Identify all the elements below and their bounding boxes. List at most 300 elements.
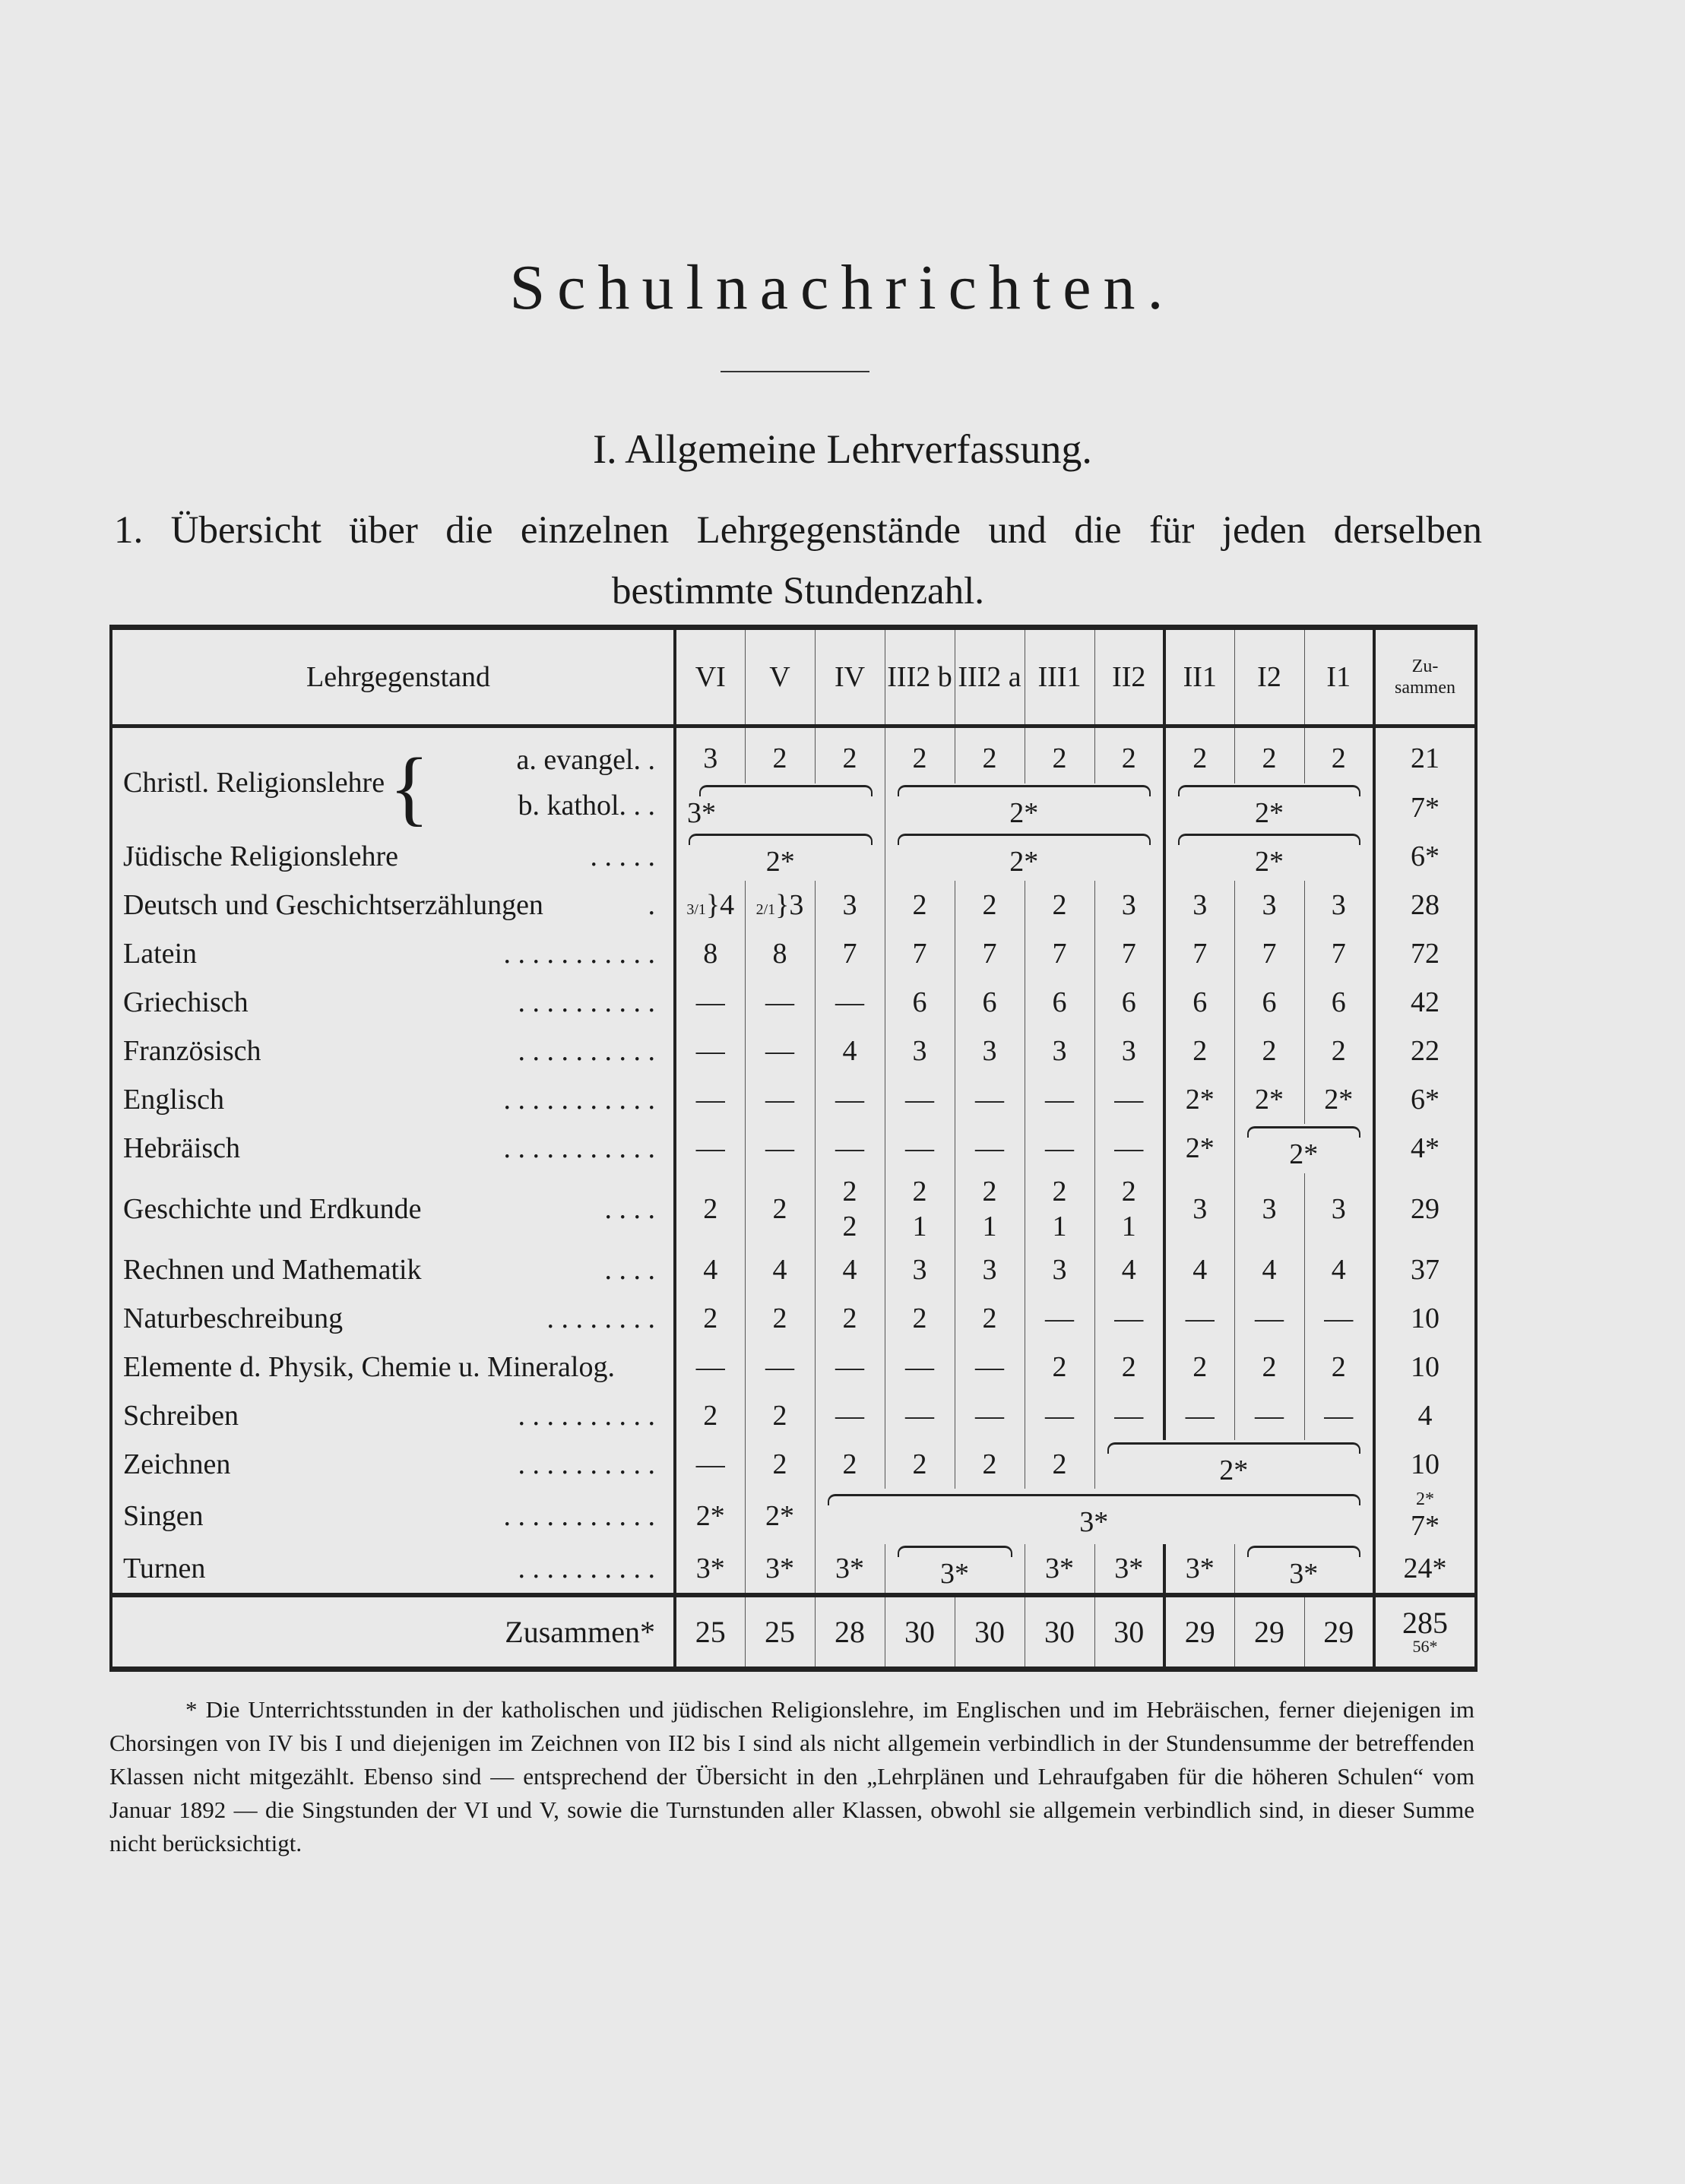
grouped-cell (1234, 1544, 1374, 1595)
table-cell (955, 1173, 1025, 1246)
footnote-text: * Die Unterrichtsstunden in der katholischen und jüdischen Religionslehre, im Englischen und im Hebräischen, ferner diejenigen im Chorsingen von IV bis I und diejenigen im Zeichnen von II2 bis I sind als nicht allgemein verbindlich in der Stundensumme der betreffenden Klassen nicht mitgezählt. Ebenso sind — entsprechend der Übersicht in den „Lehrplänen und Lehraufgaben für die höheren Schulen“ vom Januar 1892 — die Singstunden der VI und V, sowie die Turnstunden aller Klassen, obwohl sie allgemein verbindlich sind, in dieser Summe nicht berücksichtigt. (109, 1696, 1474, 1856)
table-cell: 3 (1094, 881, 1164, 929)
footer-cell: 30 (1025, 1595, 1094, 1666)
table-cell: 7 (955, 929, 1025, 978)
table-cell: 2 (745, 1391, 815, 1440)
header-class: IV (815, 630, 885, 726)
row-label (112, 1343, 675, 1391)
footer-cell: 25 (745, 1595, 815, 1666)
footer-cell: 30 (885, 1595, 955, 1666)
table-cell: 2 (815, 726, 885, 783)
table-cell: 3 (1304, 881, 1374, 929)
group-brace (1247, 1126, 1361, 1138)
leader-dots: . . . . . . . . (546, 1302, 655, 1334)
leader-dots: . . . . . . . . . . . (503, 1500, 655, 1533)
row-total: 42 (1374, 978, 1474, 1027)
cell-value: 3 (789, 888, 804, 921)
table-cell: — (745, 978, 815, 1027)
table-cell: 8 (745, 929, 815, 978)
group-brace (898, 1546, 1012, 1557)
table-cell: — (1094, 1124, 1164, 1173)
table-cell: 2 (1304, 1343, 1374, 1391)
row-label-text: Zeichnen (123, 1448, 231, 1481)
table-cell: 3 (1094, 1027, 1164, 1075)
group-value: 2* (765, 846, 795, 878)
row-label (112, 1391, 675, 1440)
table-cell: 4 (675, 1246, 745, 1294)
table-cell: 3 (675, 726, 745, 783)
row-label (112, 1075, 675, 1124)
header-class: II1 (1164, 630, 1234, 726)
table-cell: 4 (745, 1246, 815, 1294)
group-value: 2* (1255, 797, 1284, 830)
grouped-cell (1164, 832, 1374, 881)
row-total (1374, 1489, 1474, 1543)
group-brace (689, 834, 873, 845)
footer-cell: 25 (675, 1595, 745, 1666)
table-cell: 4 (815, 1027, 885, 1075)
row-label (112, 1124, 675, 1173)
table-cell: 7 (1025, 929, 1094, 978)
table-cell: 2 (1025, 881, 1094, 929)
group-brace (828, 1494, 1361, 1505)
footer-cell: 28 (815, 1595, 885, 1666)
table-row (112, 929, 1474, 978)
table-cell: 3 (1025, 1027, 1094, 1075)
table-cell: 3 (1234, 1173, 1304, 1246)
grand-total: 285 (1402, 1606, 1448, 1641)
row-total: 10 (1374, 1440, 1474, 1489)
table-cell: 2 (675, 1391, 745, 1440)
row-label-text: Elemente d. Physik, Chemie u. Mineralog. (123, 1350, 615, 1383)
row-total: 10 (1374, 1343, 1474, 1391)
table-cell: 7 (1234, 929, 1304, 978)
table-caption (114, 500, 1482, 622)
row-total: 28 (1374, 881, 1474, 929)
table-row (112, 1075, 1474, 1124)
row-label (112, 1544, 675, 1595)
table-cell: — (1025, 1124, 1094, 1173)
stack-top: 2 (912, 1176, 927, 1208)
row-label (112, 832, 675, 881)
total-small: 2* (1416, 1489, 1434, 1510)
stack-bottom: 1 (1121, 1211, 1136, 1243)
header-class: VI (675, 630, 745, 726)
table-cell: — (675, 1343, 745, 1391)
leader-dots: . . . . . . . . . . . (503, 1084, 655, 1116)
row-label-text: Singen (123, 1500, 204, 1533)
table-cell: — (885, 1124, 955, 1173)
table-cell: — (1164, 1294, 1234, 1343)
table-cell: 2 (815, 1440, 885, 1489)
table-cell: 8 (675, 929, 745, 978)
row-label-text: Rechnen und Mathematik (123, 1253, 422, 1286)
group-value: 2* (1289, 1138, 1319, 1170)
group-brace (1178, 834, 1360, 845)
table-cell: — (815, 978, 885, 1027)
leader-dots: . . . . . . . . . . (518, 986, 655, 1019)
table-cell: 2 (1234, 1343, 1304, 1391)
table-row (112, 1294, 1474, 1343)
religion-b-label: b. kathol. . . (518, 790, 655, 822)
table-cell: 2* (1234, 1075, 1304, 1124)
group-brace (898, 834, 1151, 845)
table-cell: 3 (1164, 1173, 1234, 1246)
religion-label: Christl. Religionslehre { a. evangel. . b. kathol. . . (112, 726, 675, 832)
row-total: 4* (1374, 1124, 1474, 1173)
table-cell: — (815, 1124, 885, 1173)
table-cell: — (955, 1391, 1025, 1440)
title-divider (721, 371, 869, 372)
table-cell: — (815, 1075, 885, 1124)
table-cell: — (1164, 1391, 1234, 1440)
table-cell: — (675, 1027, 745, 1075)
row-label-text: Turnen (123, 1552, 206, 1584)
table-cell: 3* (1025, 1544, 1094, 1595)
header-class: I2 (1234, 630, 1304, 726)
table-cell: 2 (955, 1294, 1025, 1343)
row-label-text: Deutsch und Geschichtserzählungen (123, 888, 543, 921)
table-cell: 7 (885, 929, 955, 978)
table-cell: 2* (745, 1489, 815, 1543)
table-cell: 4 (815, 1246, 885, 1294)
row-label (112, 881, 675, 929)
footer-cell: 29 (1234, 1595, 1304, 1666)
group-brace (1107, 1442, 1361, 1454)
table-cell: — (1234, 1294, 1304, 1343)
group-value: 2* (1255, 846, 1284, 878)
row-total: 72 (1374, 929, 1474, 978)
table-cell: 6 (1025, 978, 1094, 1027)
table-cell: — (1094, 1294, 1164, 1343)
row-label-text: Jüdische Religionslehre (123, 840, 398, 872)
table-cell: — (1304, 1391, 1374, 1440)
table-cell: 2 (885, 1294, 955, 1343)
grouped-cell (675, 832, 885, 881)
row-label-text: Geschichte und Erdkunde (123, 1193, 422, 1226)
table-cell: 3 (1025, 1246, 1094, 1294)
table-cell: — (955, 1343, 1025, 1391)
table-row (112, 1544, 1474, 1595)
table-cell: 2 (1304, 1027, 1374, 1075)
stack-bottom: 2 (842, 1211, 857, 1243)
table-cell: 2 (1304, 726, 1374, 783)
header-total-line2: sammen (1395, 678, 1455, 698)
group-brace (898, 785, 1151, 796)
grouped-cell (885, 1544, 1025, 1595)
table-cell: 2 (1025, 1343, 1094, 1391)
table-cell: 6 (955, 978, 1025, 1027)
table-cell: 4 (1304, 1246, 1374, 1294)
row-label (112, 978, 675, 1027)
table-cell: 4 (1234, 1246, 1304, 1294)
header-class: III2 b (885, 630, 955, 726)
table-cell: 3* (745, 1544, 815, 1595)
group-brace (1178, 785, 1360, 796)
table-cell: 2 (675, 1294, 745, 1343)
leader-dots: . . . . . . . . . . . (503, 1132, 655, 1165)
stack-top: 2 (842, 1176, 857, 1208)
group-brace (1247, 1546, 1361, 1557)
table-row (112, 1027, 1474, 1075)
table-cell: 2 (955, 1440, 1025, 1489)
row-label (112, 1294, 675, 1343)
row-label-text: Naturbeschreibung (123, 1302, 344, 1334)
table-cell: 2 (1094, 726, 1164, 783)
table-cell: — (675, 1075, 745, 1124)
table-row (112, 1343, 1474, 1391)
table-cell: 2* (1304, 1075, 1374, 1124)
table-cell: — (955, 1075, 1025, 1124)
table-cell: — (745, 1075, 815, 1124)
table-row (112, 1124, 1474, 1173)
table-cell: — (885, 1075, 955, 1124)
row-total: 24* (1374, 1544, 1474, 1595)
table-cell (885, 1173, 955, 1246)
group-value: 3* (1079, 1505, 1109, 1538)
row-label-text: Latein (123, 938, 198, 970)
table-cell: 6 (1164, 978, 1234, 1027)
table-row (112, 832, 1474, 881)
table-cell: — (1025, 1075, 1094, 1124)
curriculum-table (109, 625, 1478, 1672)
row-total: 29 (1374, 1173, 1474, 1246)
table-cell: 3* (675, 1544, 745, 1595)
table-cell: 2* (1164, 1075, 1234, 1124)
footer-label: Zusammen* (112, 1595, 675, 1666)
table-cell: 6 (1234, 978, 1304, 1027)
table-footer-row (112, 1595, 1474, 1666)
row-total: 22 (1374, 1027, 1474, 1075)
grouped-cell (885, 783, 1164, 832)
table-cell (1025, 1173, 1094, 1246)
table-cell: 3* (815, 1544, 885, 1595)
header-class: II2 (1094, 630, 1164, 726)
footnote (109, 1693, 1474, 1860)
header-class: III1 (1025, 630, 1094, 726)
row-label (112, 929, 675, 978)
table-cell: 7 (1304, 929, 1374, 978)
stack-top: 2 (1052, 1176, 1067, 1208)
table-cell: 3/1}4 (675, 881, 745, 929)
leader-dots: . (648, 888, 655, 921)
table-cell: 2 (1094, 1343, 1164, 1391)
table-cell: — (1094, 1391, 1164, 1440)
leader-dots: . . . . . . . . . . (518, 1035, 655, 1068)
group-value: 2* (1219, 1454, 1249, 1486)
leader-dots: . . . . . . . . . . . (503, 938, 655, 970)
row-label (112, 1173, 675, 1246)
stack-top: 2 (982, 1176, 997, 1208)
table-cell: — (1094, 1075, 1164, 1124)
table-cell: 2 (745, 1173, 815, 1246)
grand-total-small: 56* (1412, 1637, 1438, 1657)
stack-bottom: 1 (982, 1211, 997, 1243)
stack-top: 2 (1121, 1176, 1136, 1208)
table-cell: 7 (1164, 929, 1234, 978)
page-title: Schulnachrichten. (509, 252, 1176, 323)
table-cell: — (675, 978, 745, 1027)
caption-line-2: bestimmte Stundenzahl. (611, 570, 985, 612)
table-cell: 3 (955, 1027, 1025, 1075)
row-label-text: Englisch (123, 1084, 224, 1116)
row-label (112, 1440, 675, 1489)
header-total (1374, 630, 1474, 726)
header-subject: Lehrgegenstand (112, 630, 675, 726)
split-value: 2/1 (755, 901, 776, 918)
table-cell: 2 (1234, 726, 1304, 783)
row-total: 6* (1374, 1075, 1474, 1124)
table-cell: 3 (1164, 881, 1234, 929)
table-row (112, 1440, 1474, 1489)
row-label-text: Griechisch (123, 986, 249, 1019)
cell-value: 4 (720, 888, 735, 921)
table-cell: 2 (1234, 1027, 1304, 1075)
table-cell: 3 (1234, 881, 1304, 929)
group-brace (699, 785, 873, 796)
row-label (112, 1027, 675, 1075)
table-cell: — (675, 1124, 745, 1173)
group-value: 2* (1009, 846, 1039, 878)
footer-cell: 30 (955, 1595, 1025, 1666)
table-row (112, 726, 1474, 783)
table-row (112, 1173, 1474, 1246)
footer-total (1374, 1595, 1474, 1666)
table-cell (1094, 1173, 1164, 1246)
leader-dots: . . . . (604, 1193, 655, 1226)
stack-bottom: 1 (1052, 1211, 1067, 1243)
table-row (112, 881, 1474, 929)
table-cell: 2 (815, 1294, 885, 1343)
table-cell: 3 (815, 881, 885, 929)
table-cell: — (885, 1343, 955, 1391)
table-cell: 2* (675, 1489, 745, 1543)
group-value: 2* (1009, 797, 1039, 830)
table-cell: — (745, 1124, 815, 1173)
table-cell: 2 (885, 881, 955, 929)
table-cell: 2 (675, 1173, 745, 1246)
table-cell: 4 (1164, 1246, 1234, 1294)
grouped-cell (885, 832, 1164, 881)
row-label-text: Hebräisch (123, 1132, 241, 1165)
grouped-cell (675, 783, 885, 832)
caption-line-1: 1. Übersicht über die einzelnen Lehrgegenstände und die für jeden derselben (114, 509, 1482, 552)
religion-a-label: a. evangel. . (516, 744, 655, 777)
leader-dots: . . . . . (590, 840, 655, 872)
table-cell: — (815, 1391, 885, 1440)
grouped-cell (1164, 783, 1374, 832)
row-label (112, 1489, 675, 1543)
religion-main-label: Christl. Religionslehre (123, 767, 385, 799)
table-cell: 2 (745, 726, 815, 783)
table-cell: — (1304, 1294, 1374, 1343)
row-total: 10 (1374, 1294, 1474, 1343)
leader-dots: . . . . . . . . . . (518, 1448, 655, 1481)
grouped-cell (1094, 1440, 1374, 1489)
total-value: 7* (1411, 1510, 1440, 1543)
table-cell: 2/1}3 (745, 881, 815, 929)
group-value: 3* (687, 797, 716, 830)
table-cell: — (1025, 1294, 1094, 1343)
row-total: 21 (1374, 726, 1474, 783)
table-cell: 3 (885, 1246, 955, 1294)
table-cell: — (745, 1343, 815, 1391)
row-label-text: Französisch (123, 1035, 261, 1068)
table-cell: 3 (885, 1027, 955, 1075)
grouped-cell (1234, 1124, 1374, 1173)
table-cell: 6 (1304, 978, 1374, 1027)
row-total: 7* (1374, 783, 1474, 832)
table-cell: 7 (815, 929, 885, 978)
footer-cell: 29 (1164, 1595, 1234, 1666)
header-total-line1: Zu- (1411, 657, 1439, 677)
row-label-text: Schreiben (123, 1400, 239, 1432)
table-cell: 7 (1094, 929, 1164, 978)
table-header-row (112, 630, 1474, 726)
table-cell: 2 (1025, 726, 1094, 783)
table-cell: 2 (1164, 726, 1234, 783)
table-cell: 2* (1164, 1124, 1234, 1173)
table-cell: — (1234, 1391, 1304, 1440)
section-title: I. Allgemeine Lehrverfassung. (593, 426, 1092, 472)
table-row (112, 978, 1474, 1027)
table-cell: — (675, 1440, 745, 1489)
split-value: 3/1 (686, 901, 706, 918)
leader-dots: . . . . . . . . . . (518, 1552, 655, 1584)
row-total: 37 (1374, 1246, 1474, 1294)
leader-dots: . . . . . . . . . . (518, 1400, 655, 1432)
table-cell: 2 (885, 1440, 955, 1489)
table-cell (815, 1173, 885, 1246)
leader-dots: . . . . (604, 1253, 655, 1286)
table-cell: 3 (1304, 1173, 1374, 1246)
header-class: V (745, 630, 815, 726)
group-value: 3* (1289, 1558, 1319, 1591)
table-cell: 3* (1164, 1544, 1234, 1595)
grouped-cell (815, 1489, 1374, 1543)
row-total: 6* (1374, 832, 1474, 881)
table-cell: — (885, 1391, 955, 1440)
table-row (112, 1391, 1474, 1440)
table-cell: 3 (955, 1246, 1025, 1294)
group-value: 3* (940, 1558, 969, 1591)
table-cell: 2 (1025, 1440, 1094, 1489)
footer-cell: 30 (1094, 1595, 1164, 1666)
stack-bottom: 1 (912, 1211, 927, 1243)
table-cell: 2 (745, 1294, 815, 1343)
footer-cell: 29 (1304, 1595, 1374, 1666)
table-cell: 3* (1094, 1544, 1164, 1595)
table-cell: 2 (955, 881, 1025, 929)
table-cell: — (815, 1343, 885, 1391)
table-cell: — (745, 1027, 815, 1075)
table-cell: — (955, 1124, 1025, 1173)
header-class: III2 a (955, 630, 1025, 726)
row-total: 4 (1374, 1391, 1474, 1440)
table-cell: 2 (1164, 1343, 1234, 1391)
table-cell: 4 (1094, 1246, 1164, 1294)
row-label (112, 1246, 675, 1294)
table-cell: 2 (885, 726, 955, 783)
table-cell: 2 (1164, 1027, 1234, 1075)
table-cell: 2 (745, 1440, 815, 1489)
table-row (112, 1246, 1474, 1294)
table-row (112, 1489, 1474, 1543)
header-class: I1 (1304, 630, 1374, 726)
table-cell: 6 (1094, 978, 1164, 1027)
table-cell: — (1025, 1391, 1094, 1440)
table-cell: 6 (885, 978, 955, 1027)
